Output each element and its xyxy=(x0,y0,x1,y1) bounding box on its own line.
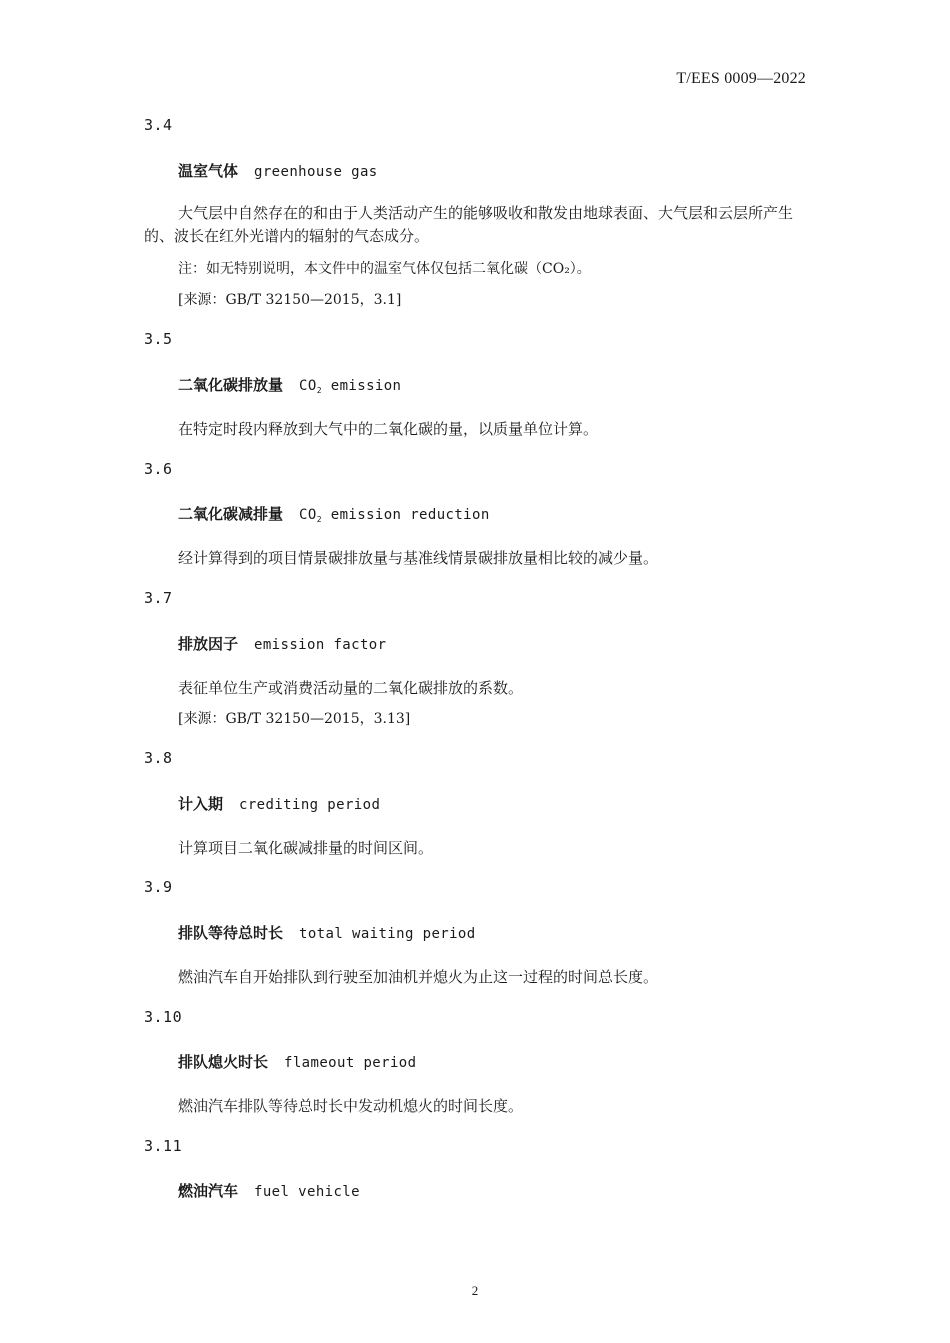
term-number-3-9: 3.9 xyxy=(144,878,173,896)
term-title-3-5 xyxy=(178,374,401,395)
term-en xyxy=(299,378,401,394)
term-note-3-4: 注：如无特别说明，本文件中的温室气体仅包括二氧化碳（CO₂）。 xyxy=(178,261,591,277)
page-number: 2 xyxy=(471,1283,479,1298)
term-title-3-8 xyxy=(178,793,380,814)
term-en: flameout period xyxy=(284,1055,417,1071)
co2-subscript: 2 xyxy=(316,386,322,395)
term-number-3-11: 3.11 xyxy=(144,1137,183,1155)
term-zh: 计入期 xyxy=(178,795,224,813)
term-en: emission factor xyxy=(254,637,387,653)
term-en-text: emission reduction xyxy=(330,507,490,523)
term-title-3-4 xyxy=(178,160,378,181)
term-number-3-7: 3.7 xyxy=(144,589,173,607)
term-zh: 二氧化碳排放量 xyxy=(178,376,284,394)
term-definition-3-7: 表征单位生产或消费活动量的二氧化碳排放的系数。 xyxy=(178,679,524,697)
term-definition-3-10: 燃油汽车排队等待总时长中发动机熄火的时间长度。 xyxy=(178,1097,524,1115)
term-number-3-4: 3.4 xyxy=(144,116,173,134)
term-number-3-10: 3.10 xyxy=(144,1008,183,1026)
term-number-3-5: 3.5 xyxy=(144,330,173,348)
term-title-3-11 xyxy=(178,1180,360,1201)
term-source-3-7: [来源：GB/T 32150—2015，3.13] xyxy=(178,711,411,727)
co2-subscript: 2 xyxy=(316,515,322,524)
term-zh: 二氧化碳减排量 xyxy=(178,505,284,523)
term-number-3-6: 3.6 xyxy=(144,460,173,478)
co2-prefix: CO xyxy=(299,507,317,523)
term-zh: 排放因子 xyxy=(178,635,239,653)
term-zh: 燃油汽车 xyxy=(178,1182,239,1200)
term-title-3-7 xyxy=(178,633,386,654)
term-en-text: emission xyxy=(330,378,402,394)
term-definition-3-5: 在特定时段内释放到大气中的二氧化碳的量，以质量单位计算。 xyxy=(178,420,599,438)
term-en: greenhouse gas xyxy=(254,164,378,180)
term-source-3-4: [来源：GB/T 32150—2015，3.1] xyxy=(178,292,402,308)
term-definition-3-9: 燃油汽车自开始排队到行驶至加油机并熄火为止这一过程的时间总长度。 xyxy=(178,968,659,986)
term-zh: 温室气体 xyxy=(178,162,239,180)
term-title-3-9 xyxy=(178,922,476,943)
term-definition-3-6: 经计算得到的项目情景碳排放量与基准线情景碳排放量相比较的减少量。 xyxy=(178,549,659,567)
term-title-3-6 xyxy=(178,503,490,524)
term-definition-3-4: 大气层中自然存在的和由于人类活动产生的能够吸收和散发由地球表面、大气层和云层所产生的、波长在红外光谱内的辐射的气态成分。 xyxy=(144,204,794,245)
co2-prefix: CO xyxy=(299,378,317,394)
term-en: crediting period xyxy=(239,797,381,813)
term-zh: 排队熄火时长 xyxy=(178,1053,269,1071)
term-title-3-10 xyxy=(178,1051,416,1072)
term-definition-3-8: 计算项目二氧化碳减排量的时间区间。 xyxy=(178,839,434,857)
term-en xyxy=(299,507,490,523)
document-code: T/EES 0009—2022 xyxy=(676,70,806,87)
term-en: fuel vehicle xyxy=(254,1184,360,1200)
term-zh: 排队等待总时长 xyxy=(178,924,284,942)
term-en: total waiting period xyxy=(299,926,476,942)
term-number-3-8: 3.8 xyxy=(144,749,173,767)
